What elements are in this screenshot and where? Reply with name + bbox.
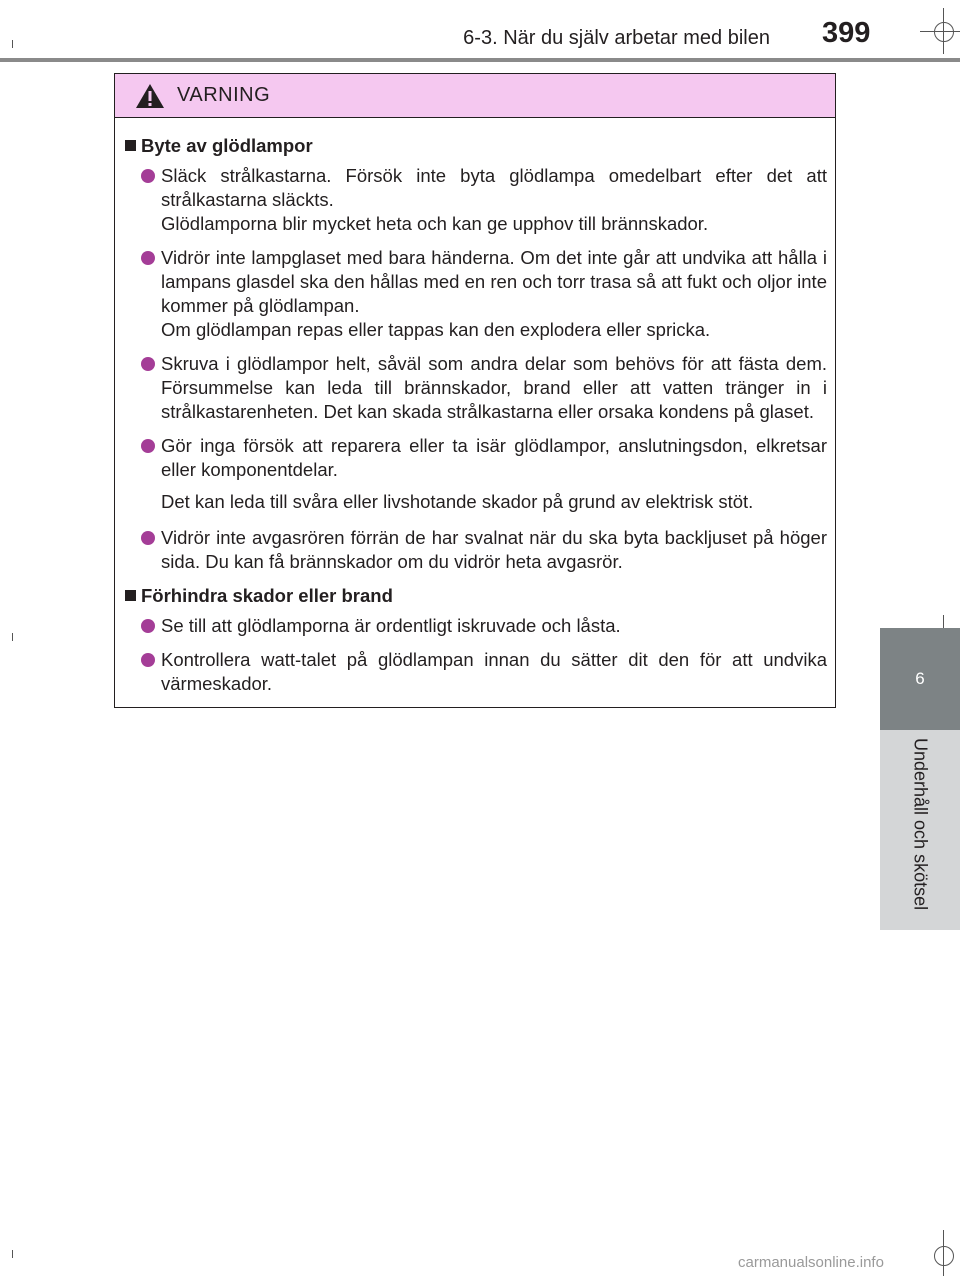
list-item-text: Glödlamporna blir mycket heta och kan ge upphov till brännskador. — [161, 213, 709, 234]
warning-header — [115, 74, 835, 118]
chapter-label — [880, 738, 960, 928]
crop-mark-circle — [934, 22, 954, 42]
square-bullet-icon — [125, 140, 136, 151]
list-item — [141, 614, 827, 638]
list-item-text: Släck strålkastarna. Försök inte byta glödlampa omedelbart efter det att strålkastarna släckts. — [161, 165, 827, 210]
list-item-text: Vidrör inte avgasrören förrän de har svalnat när du ska byta backljuset på höger sida. Du kan få brännskador om du vidrör heta avgasrör. — [161, 527, 827, 572]
list-item — [141, 648, 827, 696]
bullet-dot-icon — [141, 169, 155, 183]
section-heading — [125, 134, 827, 158]
page-number: 399 — [822, 17, 871, 49]
crop-mark-circle — [934, 1246, 954, 1266]
bullet-dot-icon — [141, 251, 155, 265]
warning-title: VARNING — [177, 84, 271, 106]
chapter-label-text: Underhåll och skötsel — [910, 738, 931, 911]
list-item-note: Det kan leda till svåra eller livshotande skador på grund av elektrisk stöt. — [161, 491, 754, 512]
list-item-text: Se till att glödlamporna är ordentligt iskruvade och låsta. — [161, 615, 621, 636]
header-rule — [0, 58, 960, 62]
list-item-text: Kontrollera watt-talet på glödlampan innan du sätter dit den för att undvika värmeskador. — [161, 649, 827, 694]
crop-mark — [12, 40, 13, 48]
warning-triangle-icon — [135, 83, 165, 109]
list-item — [141, 434, 827, 482]
crop-mark — [12, 633, 13, 641]
chapter-tab[interactable] — [880, 628, 960, 730]
crop-mark — [920, 31, 960, 32]
warning-body — [115, 118, 835, 696]
list-item-text: Vidrör inte lampglaset med bara händerna. Om det inte går att undvika att hålla i lampans glasdel ska den hållas med en ren och torr trasa så att fukt och oljor inte kommer på glödlampan. — [161, 247, 827, 316]
bullet-dot-icon — [141, 619, 155, 633]
list-item — [141, 352, 827, 424]
warning-box — [114, 73, 836, 708]
list-item-text: Gör inga försök att reparera eller ta isär glödlampor, anslutningsdon, elkretsar eller komponentdelar. — [161, 435, 827, 480]
footer-watermark: carmanualsonline.info — [738, 1254, 884, 1271]
bullet-dot-icon — [141, 439, 155, 453]
section-heading-text: Förhindra skador eller brand — [141, 585, 393, 606]
bullet-dot-icon — [141, 357, 155, 371]
section-header-title: 6-3. När du själv arbetar med bilen — [463, 27, 770, 49]
list-item — [141, 164, 827, 236]
section-heading-text: Byte av glödlampor — [141, 135, 313, 156]
list-item-text: Skruva i glödlampor helt, såväl som andra delar som behövs för att fästa dem. Försummelse kan leda till brännskador, brand eller att vatten tränger in i strålkastarenheten. Det kan skada strålkastarna eller orsaka kondens på glaset. — [161, 353, 827, 422]
section-heading — [125, 584, 827, 608]
bullet-dot-icon — [141, 653, 155, 667]
list-item-text: Om glödlampan repas eller tappas kan den explodera eller spricka. — [161, 319, 711, 340]
list-item — [141, 526, 827, 574]
crop-mark — [12, 1250, 13, 1258]
crop-mark — [943, 1230, 944, 1276]
square-bullet-icon — [125, 590, 136, 601]
list-item — [141, 246, 827, 342]
bullet-dot-icon — [141, 531, 155, 545]
chapter-number: 6 — [915, 669, 925, 688]
